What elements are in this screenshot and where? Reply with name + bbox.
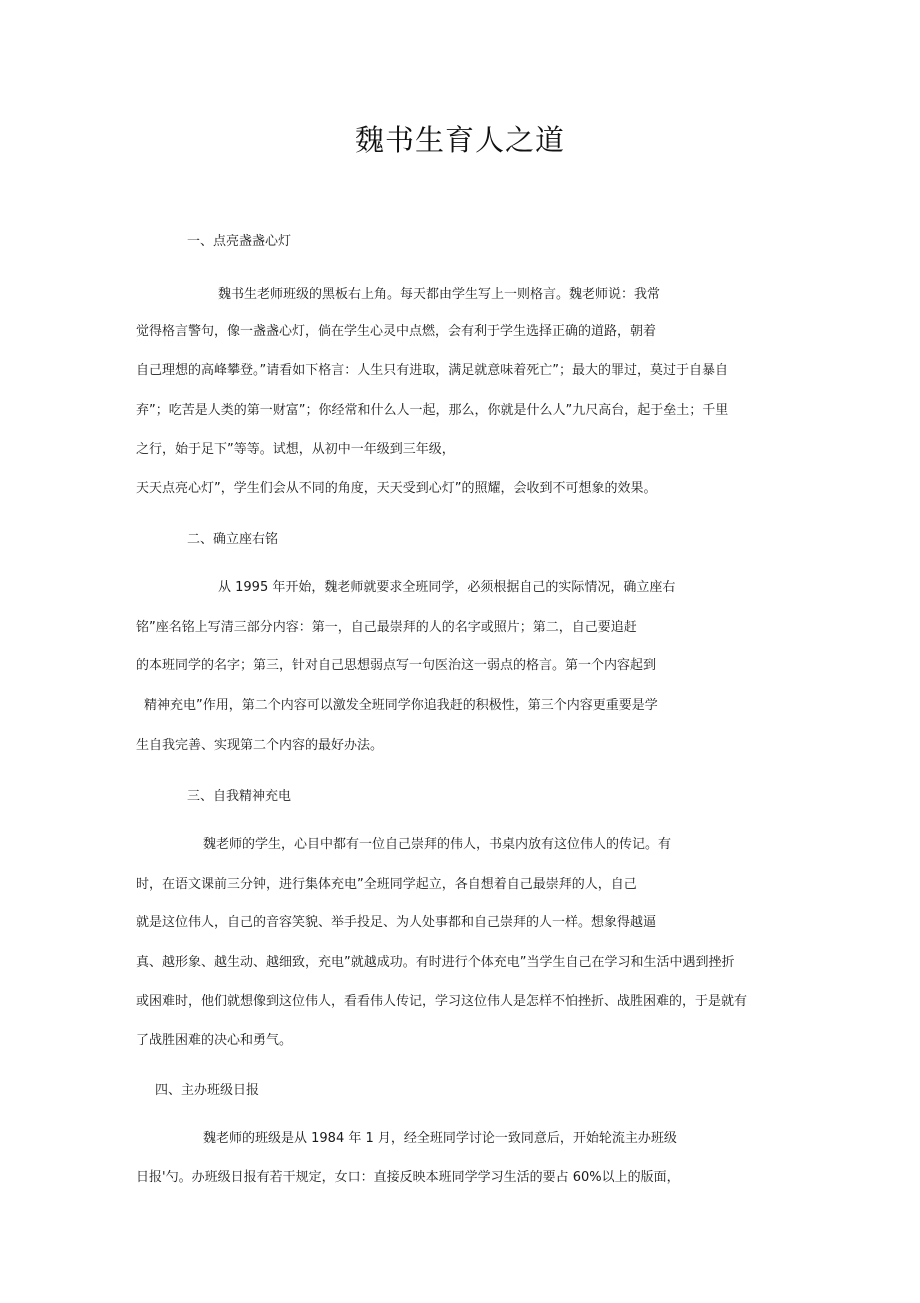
paragraph-line: 了战胜困难的决心和勇气。 <box>136 1033 293 1048</box>
paragraph-line: 魏老师的学生，心目中都有一位自己崇拜的伟人，书桌内放有这位伟人的传记。有 <box>203 837 672 852</box>
paragraph-line: 魏书生老师班级的黑板右上角。每天都由学生写上一则格言。魏老师说：我常 <box>218 287 661 302</box>
paragraph-line: 觉得格言警句，像一盏盏心灯，倘在学生心灵中点燃，会有利于学生选择正确的道路，朝着 <box>136 324 657 339</box>
paragraph-line: 铭”座名铭上写清三部分内容：第一，自己最崇拜的人的名字或照片；第二，自己要追赶 <box>136 620 637 635</box>
paragraph-line: 真、越形象、越生动、越细致，充电”就越成功。有时进行个体充电”当学生自己在学习和生活中遇到挫折 <box>136 955 735 970</box>
paragraph-line: 或困难时，他们就想像到这位伟人，看看伟人传记，学习这位伟人是怎样不怕挫折、战胜困难的，于是就有 <box>136 994 748 1009</box>
paragraph-line: 自己理想的高峰攀登。”请看如下格言：人生只有进取，满足就意味着死亡”；最大的罪过，莫过于自暴自 <box>136 363 728 378</box>
paragraph-line: 从 1995 年开始，魏老师就要求全班同学，必须根据自己的实际情况，确立座右 <box>218 580 676 595</box>
paragraph-line: 时，在语文课前三分钟，进行集体充电”全班同学起立，各自想着自己最崇拜的人，自己 <box>136 877 637 892</box>
paragraph-line: 弃”；吃苦是人类的第一财富”；你经常和什么人一起，那么，你就是什么人”九尺高台，起于垒土；千里 <box>136 403 729 418</box>
section-heading: 三、自我精神充电 <box>187 789 292 804</box>
section-heading: 二、确立座右铭 <box>187 532 279 547</box>
section-heading: 四、主办班级日报 <box>155 1083 260 1098</box>
paragraph-line: 精神充电”作用，第二个内容可以激发全班同学你追我赶的积极性，第三个内容更重要是学 <box>144 698 658 713</box>
paragraph-line: 生自我完善、实现第二个内容的最好办法。 <box>136 738 384 753</box>
section-heading: 一、点亮盏盏心灯 <box>187 234 292 249</box>
paragraph-line: 日报'勺。办班级日报有若干规定，女口：直接反映本班同学学习生活的要占 60%以上的版面， <box>136 1170 680 1185</box>
paragraph-line: 天天点亮心灯”，学生们会从不同的角度，天天受到心灯”的照耀，会收到不可想象的效果。 <box>136 481 657 496</box>
document-title: 魏书生育人之道 <box>354 123 565 157</box>
paragraph-line: 魏老师的班级是从 1984 年 1 月，经全班同学讨论一致同意后，开始轮流主办班级 <box>203 1131 677 1146</box>
paragraph-line: 就是这位伟人，自己的音容笑貌、举手投足、为人处事都和自己崇拜的人一样。想象得越逼 <box>136 915 657 930</box>
paragraph-line: 之行，始于足下”等等。试想，从初中一年级到三年级， <box>136 442 455 457</box>
paragraph-line: 的本班同学的名字；第三，针对自己思想弱点写一句医治这一弱点的格言。第一个内容起到 <box>136 658 657 673</box>
